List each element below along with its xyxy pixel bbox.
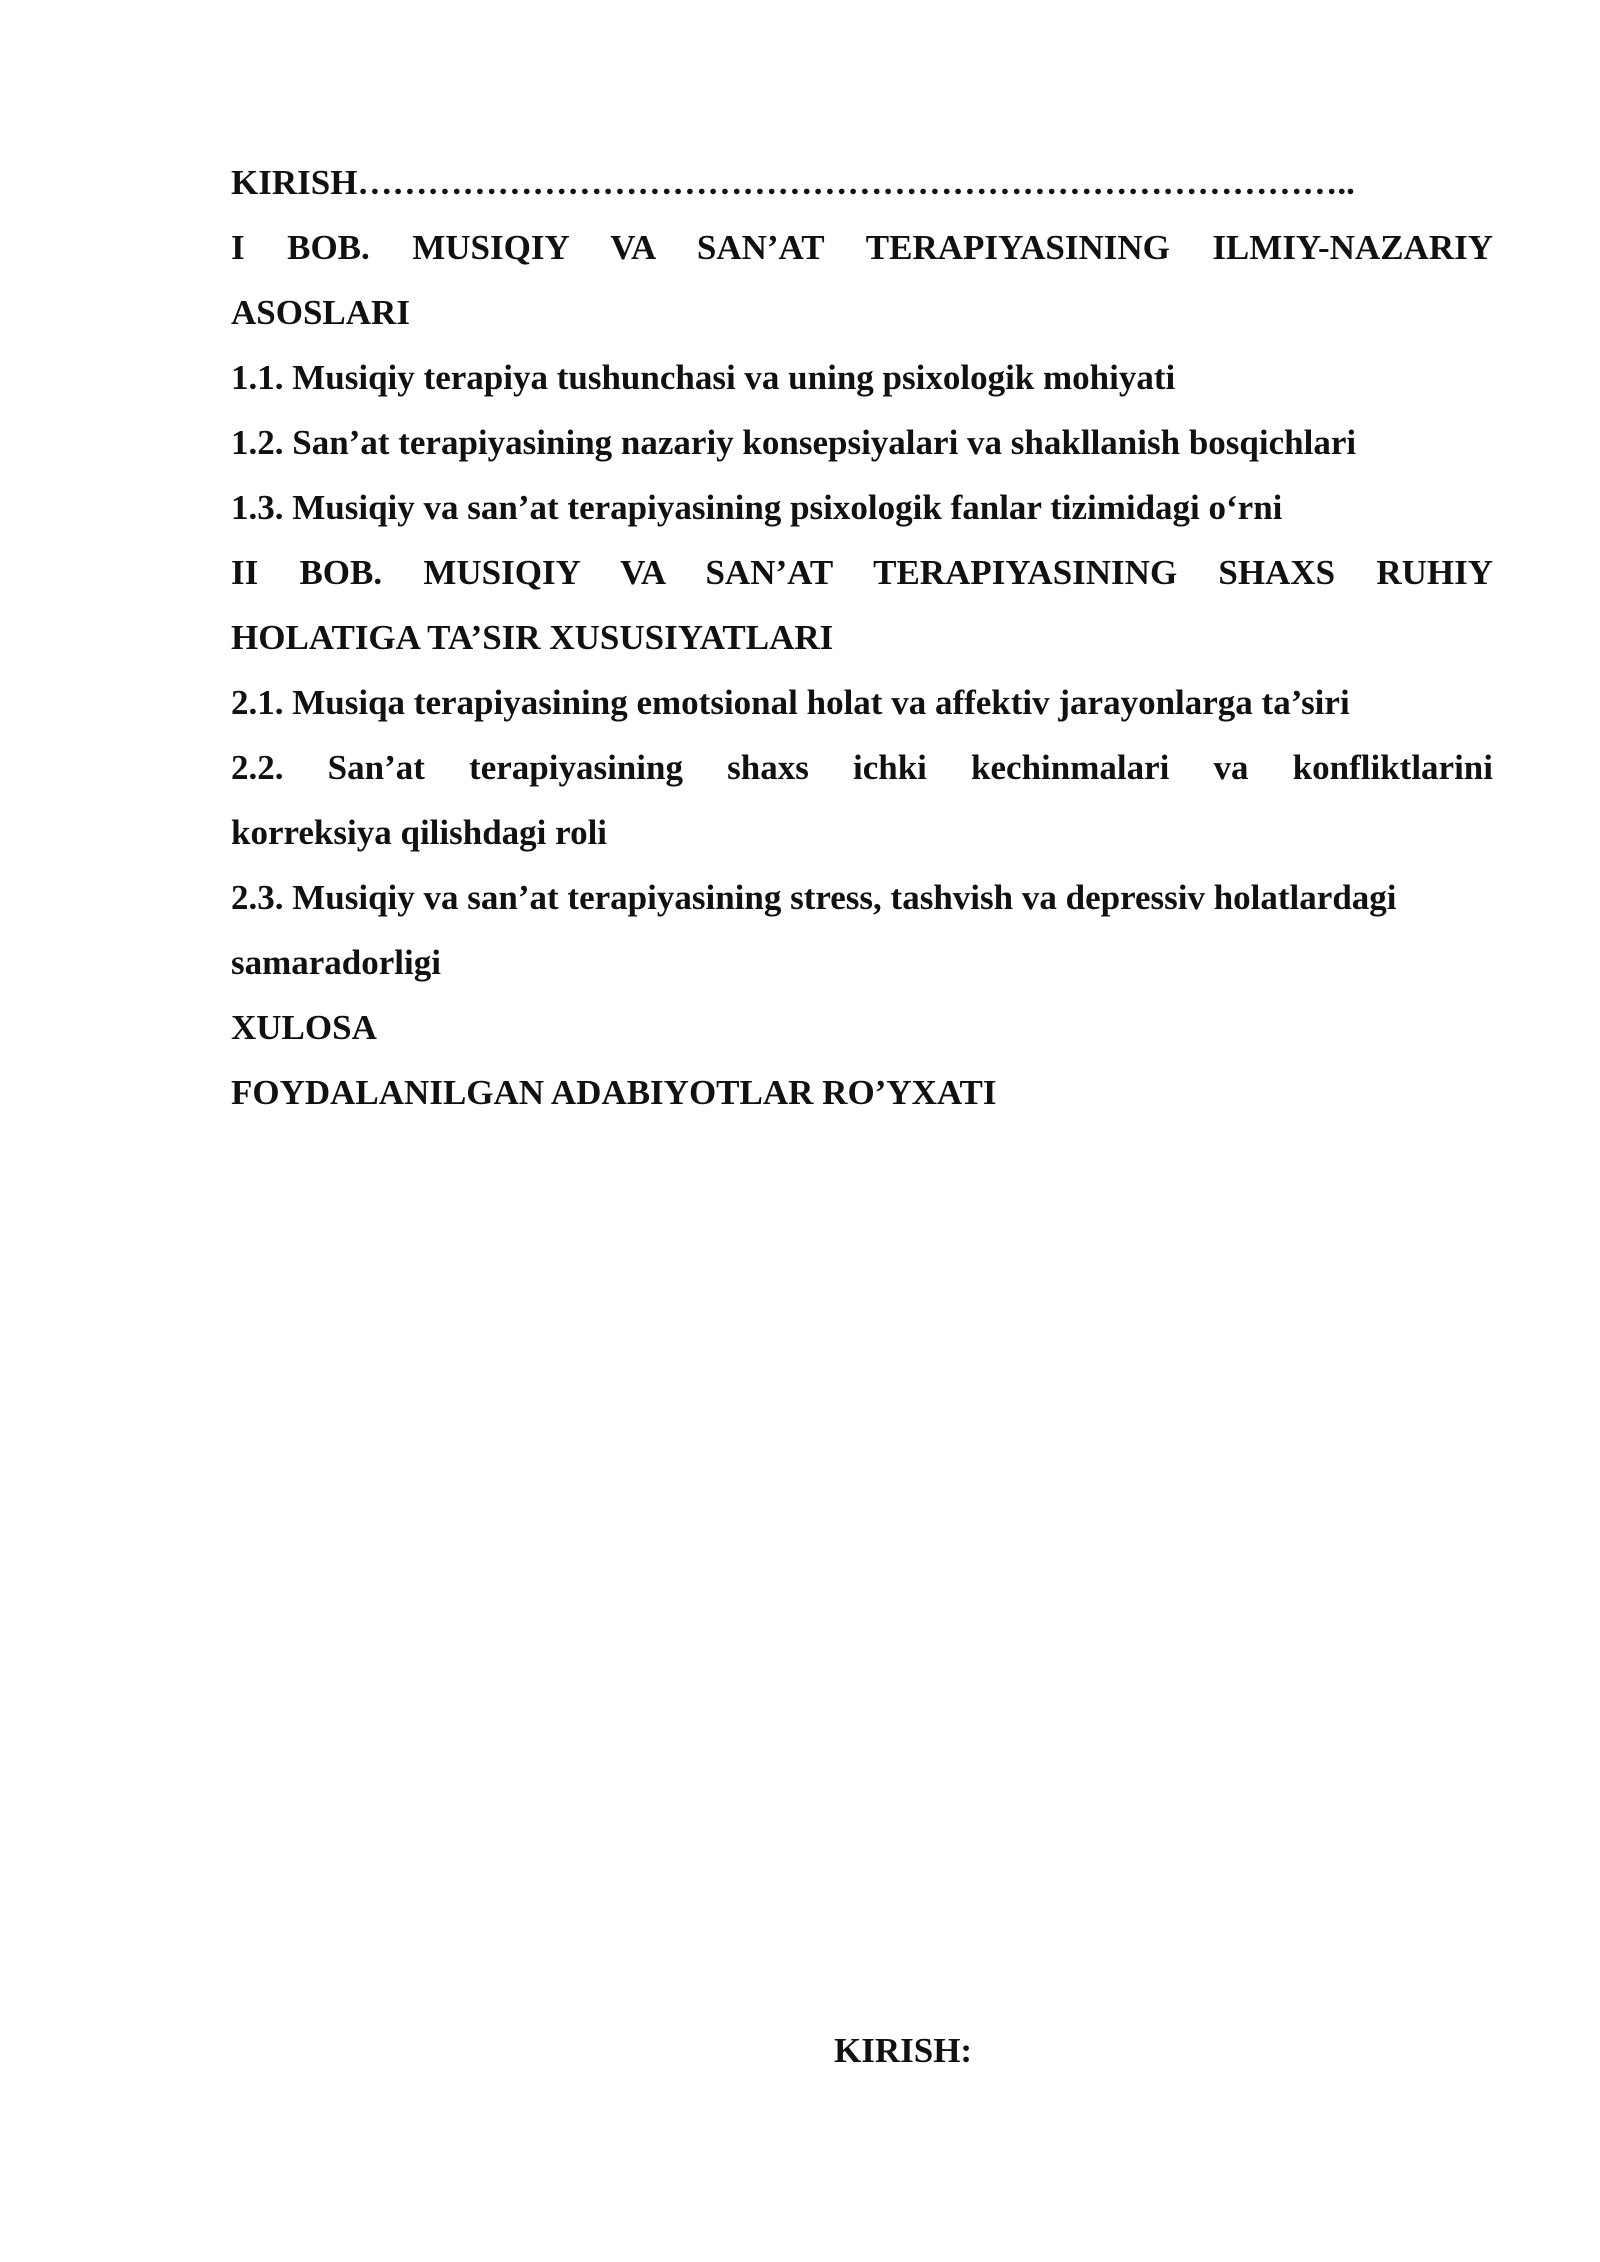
toc-item-2-1: 2.1. Musiqa terapiyasining emotsional holat va affektiv jarayonlarga ta’siri xyxy=(231,683,1350,722)
table-of-contents xyxy=(231,150,1493,1125)
toc-item-1-3: 1.3. Musiqiy va san’at terapiyasining psixologik fanlar tizimidagi o‘rni xyxy=(231,488,1283,527)
toc-item-2-2: 2.2. San’at terapiyasining shaxs ichki kechinmalari va konfliktlarini xyxy=(231,748,1493,787)
toc-item-1-1: 1.1. Musiqiy terapiya tushunchasi va uning psixologik mohiyati xyxy=(231,358,1176,397)
toc-chapter-2-title: II BOB. MUSIQIY VA SAN’AT TERAPIYASINING SHAXS RUHIY xyxy=(231,553,1493,592)
toc-item-xulosa: XULOSA xyxy=(231,1008,377,1047)
toc-item-2-3: 2.3. Musiqiy va san’at terapiyasining stress, tashvish va depressiv holatlardagi xyxy=(231,878,1397,917)
toc-item-2-2-cont: korreksiya qilishdagi roli xyxy=(231,813,608,852)
toc-chapter-1-title-cont: ASOSLARI xyxy=(231,293,410,332)
toc-item-kirish: KIRISH………………………………………………………………………….. xyxy=(231,163,1355,202)
toc-chapter-1-title: I BOB. MUSIQIY VA SAN’AT TERAPIYASINING ILMIY-NAZARIY xyxy=(231,228,1493,267)
toc-item-1-2: 1.2. San’at terapiyasining nazariy konsepsiyalari va shakllanish bosqichlari xyxy=(231,423,1357,462)
toc-item-2-3-cont: samaradorligi xyxy=(231,943,441,982)
toc-chapter-2-title-cont: HOLATIGA TA’SIR XUSUSIYATLARI xyxy=(231,618,834,657)
section-heading-kirish: KIRISH: xyxy=(834,2031,973,2070)
toc-item-references: FOYDALANILGAN ADABIYOTLAR RO’YXATI xyxy=(231,1073,997,1112)
